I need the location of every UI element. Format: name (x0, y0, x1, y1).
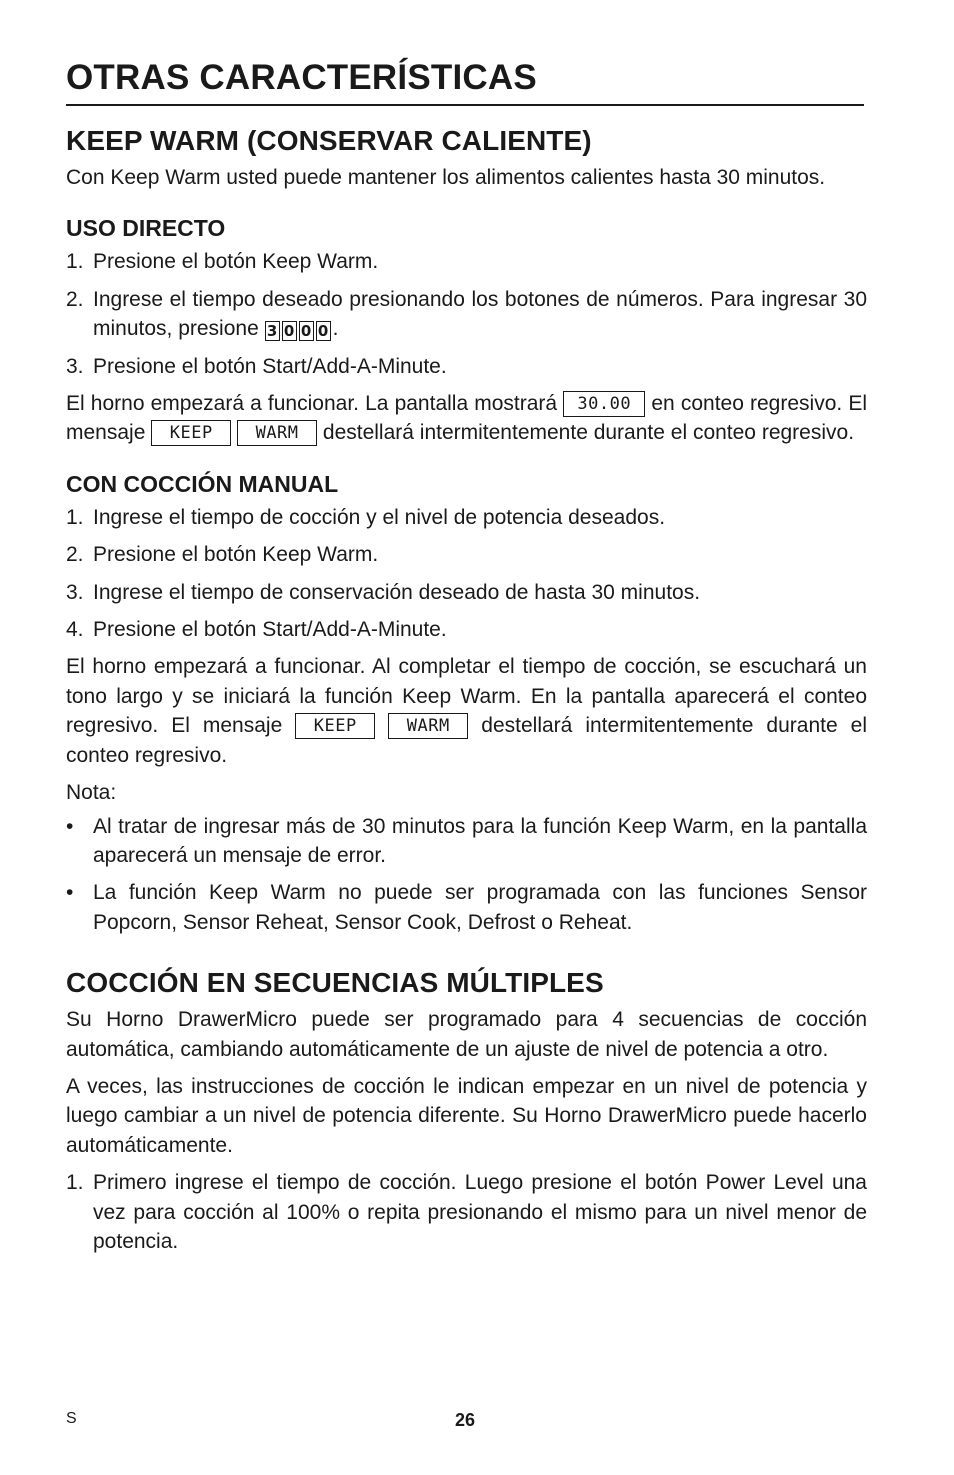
step-text: Presione el botón Start/Add-A-Minute. (93, 618, 447, 642)
keep-warm-section (66, 123, 867, 937)
step-text: Primero ingrese el tiempo de cocción. Luego presione el botón Power Level una vez para cocción al 100% o repita presionando el mismo para un nivel menor de potencia. (93, 1171, 867, 1253)
step-number: 3. (66, 354, 84, 378)
direct-use-result (66, 389, 867, 448)
bullet-icon: • (66, 881, 74, 905)
step-text: Presione el botón Keep Warm. (93, 543, 379, 567)
bullet-icon: • (66, 814, 74, 838)
multi-sequence-steps (66, 1168, 867, 1256)
list-item (66, 247, 867, 276)
result-text: destellará intermitentemente durante el conteo regresivo. (317, 421, 855, 445)
result-text: en conteo regresivo. El mensaje (66, 392, 867, 445)
manual-cooking-result (66, 652, 867, 770)
display-keep: KEEP (151, 420, 231, 446)
display-keep: KEEP (295, 713, 375, 739)
page-content (66, 56, 867, 1256)
step-number: 1. (66, 1171, 84, 1195)
display-countdown: 30.00 (563, 391, 645, 417)
list-item (66, 878, 867, 937)
direct-use-steps (66, 247, 867, 381)
list-item (66, 812, 867, 871)
step-number: 2. (66, 287, 84, 311)
manual-cooking-subsection (66, 469, 867, 937)
step-text: Ingrese el tiempo de cocción y el nivel de potencia deseados. (93, 505, 666, 529)
direct-use-subsection (66, 213, 867, 447)
page-title: OTRAS CARACTERÍSTICAS (66, 56, 864, 106)
step-number: 2. (66, 543, 84, 567)
multi-sequence-section (66, 965, 867, 1256)
step-text: Presione el botón Start/Add-A-Minute. (93, 354, 447, 378)
manual-cooking-steps (66, 503, 867, 645)
list-item (66, 578, 867, 607)
result-text: destellará intermitentemente durante el conteo regresivo. (66, 714, 867, 767)
keep-warm-heading: KEEP WARM (CONSERVAR CALIENTE) (66, 125, 592, 156)
result-text: El horno empezará a funcionar. La pantalla mostrará (66, 392, 564, 416)
multi-sequence-paragraph-2: A veces, las instrucciones de cocción le indican empezar en un nivel de potencia y luego cambiar a un nivel de potencia diferente. Su Horno DrawerMicro puede hacerlo automáticamente. (66, 1074, 867, 1157)
key-3: 3 (265, 321, 280, 341)
list-item (66, 352, 867, 381)
note-text: Al tratar de ingresar más de 30 minutos para la función Keep Warm, en la pantalla aparecerá un mensaje de error. (93, 814, 867, 867)
step-number: 1. (66, 505, 84, 529)
step-number: 1. (66, 250, 84, 274)
manual-cooking-heading: CON COCCIÓN MANUAL (66, 470, 339, 497)
display-warm: WARM (237, 420, 317, 446)
key-0: 0 (282, 321, 297, 341)
step-text: Ingrese el tiempo de conservación deseado de hasta 30 minutos. (93, 580, 701, 604)
page-number: 26 (455, 1410, 476, 1430)
multi-sequence-heading: COCCIÓN EN SECUENCIAS MÚLTIPLES (66, 967, 604, 999)
list-item (66, 503, 867, 532)
keep-warm-intro: Con Keep Warm usted puede mantener los alimentos calientes hasta 30 minutos. (66, 166, 826, 189)
list-item (66, 285, 867, 344)
list-item (66, 615, 867, 644)
result-text: El horno empezará a funcionar. Al completar el tiempo de cocción, se escuchará un tono largo y se iniciará la función Keep Warm. En la pantalla aparecerá el conteo regresivo. El mensaje (66, 655, 867, 738)
direct-use-heading: USO DIRECTO (66, 215, 226, 242)
step-number: 3. (66, 580, 84, 604)
list-item (66, 540, 867, 569)
step-text: Presione el botón Keep Warm. (93, 250, 379, 274)
note-label: Nota: (66, 781, 117, 805)
key-0: 0 (316, 321, 331, 341)
note-text: La función Keep Warm no puede ser programada con las funciones Sensor Popcorn, Sensor Reheat, Sensor Cook, Defrost o Reheat. (93, 881, 867, 934)
step-text: Ingrese el tiempo deseado presionando los botones de números. Para ingresar 30 minutos, presione (93, 287, 867, 341)
step-text-end: . (332, 317, 339, 341)
multi-sequence-paragraph-1: Su Horno DrawerMicro puede ser programado para 4 secuencias de cocción automática, cambiando automáticamente de un ajuste de nivel de potencia a otro. (66, 1008, 867, 1061)
key-0: 0 (299, 321, 314, 341)
display-warm: WARM (388, 713, 468, 739)
footer-language-code: S (66, 1410, 77, 1427)
list-item (66, 1168, 867, 1256)
notes-list (66, 812, 867, 938)
step-number: 4. (66, 618, 84, 642)
